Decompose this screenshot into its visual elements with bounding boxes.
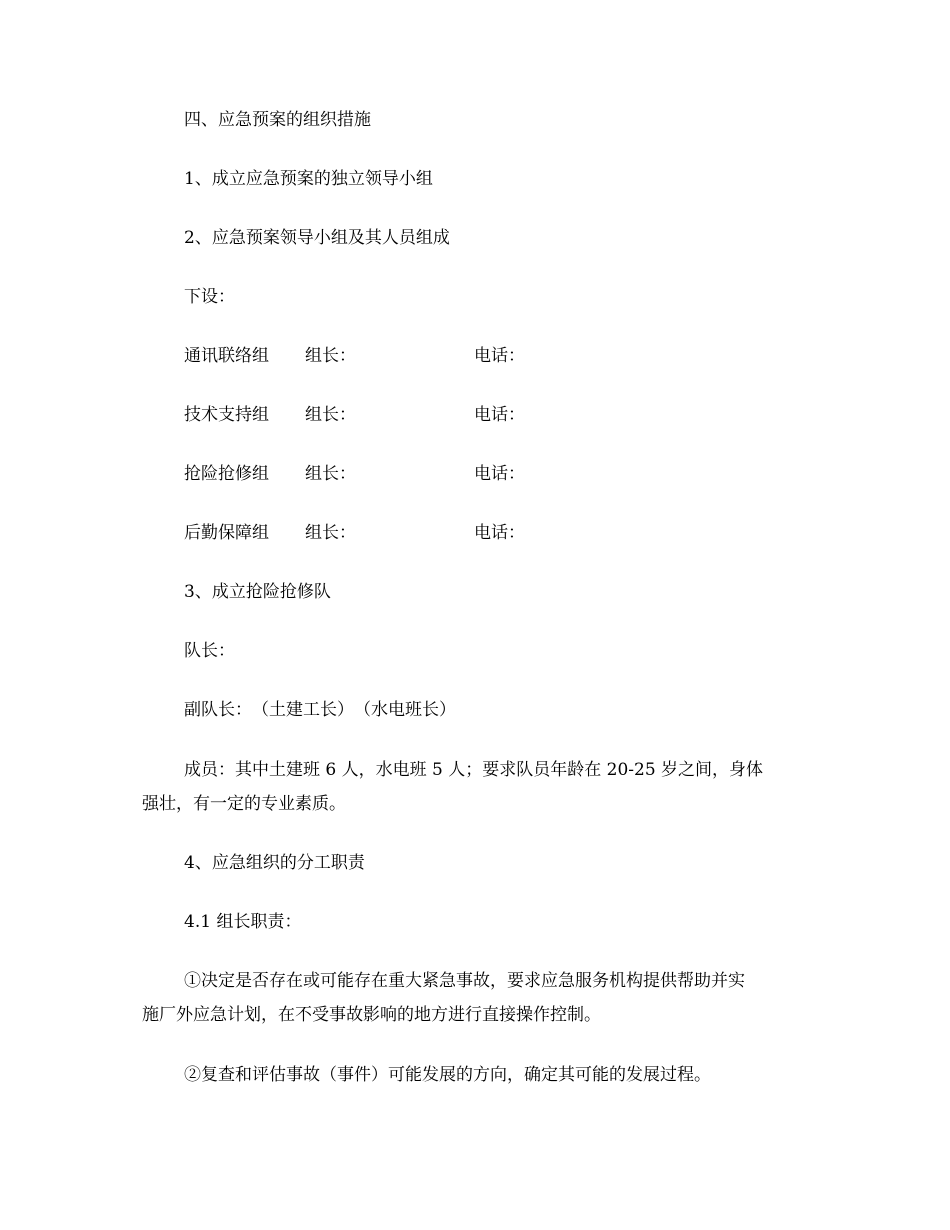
members-paragraph-line-2: 强壮，有一定的专业素质。: [142, 794, 346, 814]
captain-line: 队长：: [184, 641, 235, 661]
leader-label: 组长：: [305, 346, 356, 366]
vice-captain-line: 副队长： （土建工长） （水电班长）: [184, 700, 456, 720]
group-name: 通讯联络组: [184, 346, 269, 366]
duty-1-line-1: ①决定是否存在或可能存在重大紧急事故，要求应急服务机构提供帮助并实: [184, 971, 745, 991]
members-paragraph-line-1: 成员：其中土建班 6 人，水电班 5 人；要求队员年龄在 20-25 岁之间，身体: [184, 760, 764, 780]
phone-label: 电话：: [474, 405, 525, 425]
item-2: 2、应急预案领导小组及其人员组成: [184, 228, 450, 248]
item-4: 4、应急组织的分工职责: [184, 853, 365, 873]
leader-label: 组长：: [305, 523, 356, 543]
leader-label: 组长：: [305, 405, 356, 425]
sub-setup: 下设：: [184, 287, 235, 307]
item-4-1: 4.1 组长职责：: [184, 912, 302, 932]
duty-2: ②复查和评估事故（事件）可能发展的方向，确定其可能的发展过程。: [184, 1065, 711, 1085]
group-name: 后勤保障组: [184, 523, 269, 543]
phone-label: 电话：: [474, 346, 525, 366]
phone-label: 电话：: [474, 523, 525, 543]
group-name: 技术支持组: [184, 405, 269, 425]
group-name: 抢险抢修组: [184, 464, 269, 484]
leader-label: 组长：: [305, 464, 356, 484]
duty-1-line-2: 施厂外应急计划，在不受事故影响的地方进行直接操作控制。: [142, 1005, 601, 1025]
item-1: 1、成立应急预案的独立领导小组: [184, 169, 433, 189]
item-3: 3、成立抢险抢修队: [184, 582, 331, 602]
phone-label: 电话：: [474, 464, 525, 484]
section-heading-4: 四、应急预案的组织措施: [184, 110, 371, 130]
